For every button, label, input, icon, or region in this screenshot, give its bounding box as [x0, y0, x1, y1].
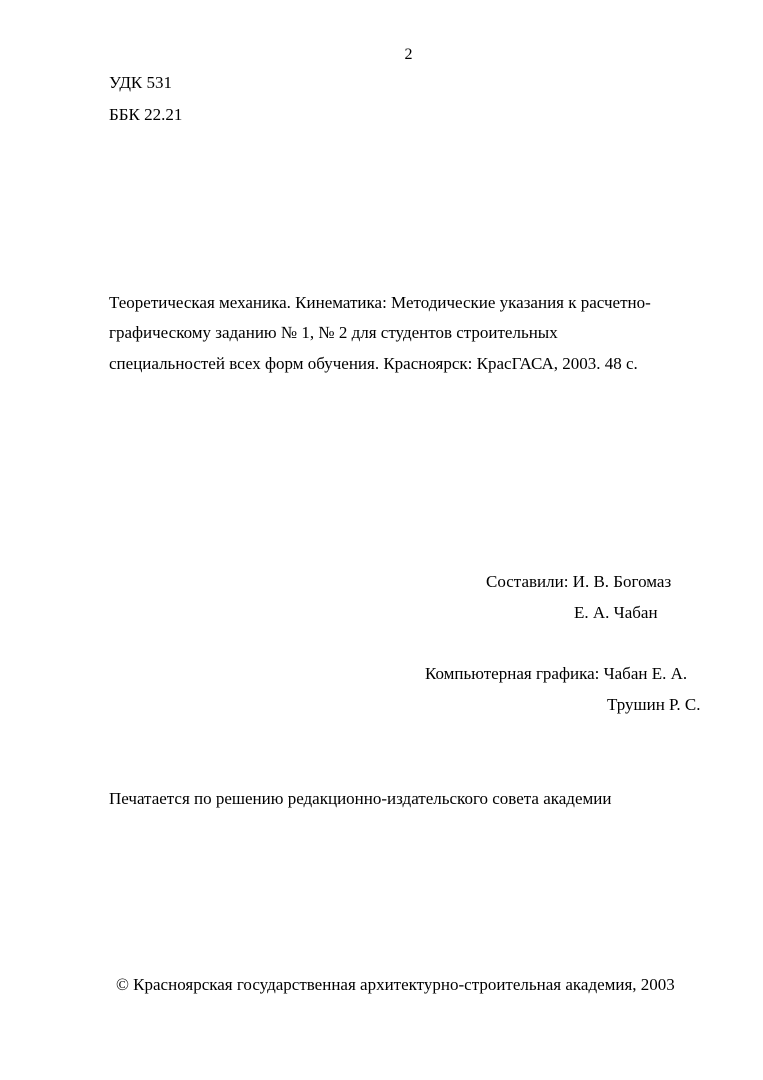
description-line: специальностей всех форм обучения. Красноярск: КрасГАСА, 2003. 48 с. [109, 354, 638, 373]
graphics-credit-line: Трушин Р. С. [607, 695, 701, 714]
compilers-line: Составили: И. В. Богомаз [486, 572, 672, 591]
bbk-code: ББК 22.21 [109, 105, 183, 124]
copyright-notice: © Красноярская государственная архитектурно-строительная академия, 2003 [116, 975, 675, 994]
publication-approval-note: Печатается по решению редакционно-издательского совета академии [109, 789, 612, 808]
description-line: графическому заданию № 1, № 2 для студентов строительных [109, 323, 558, 342]
page-number: 2 [404, 46, 413, 63]
compilers-line: Е. А. Чабан [574, 603, 658, 622]
graphics-credit-line: Компьютерная графика: Чабан Е. А. [425, 664, 688, 683]
description-line: Теоретическая механика. Кинематика: Методические указания к расчетно- [109, 293, 651, 312]
udk-code: УДК 531 [109, 73, 173, 92]
